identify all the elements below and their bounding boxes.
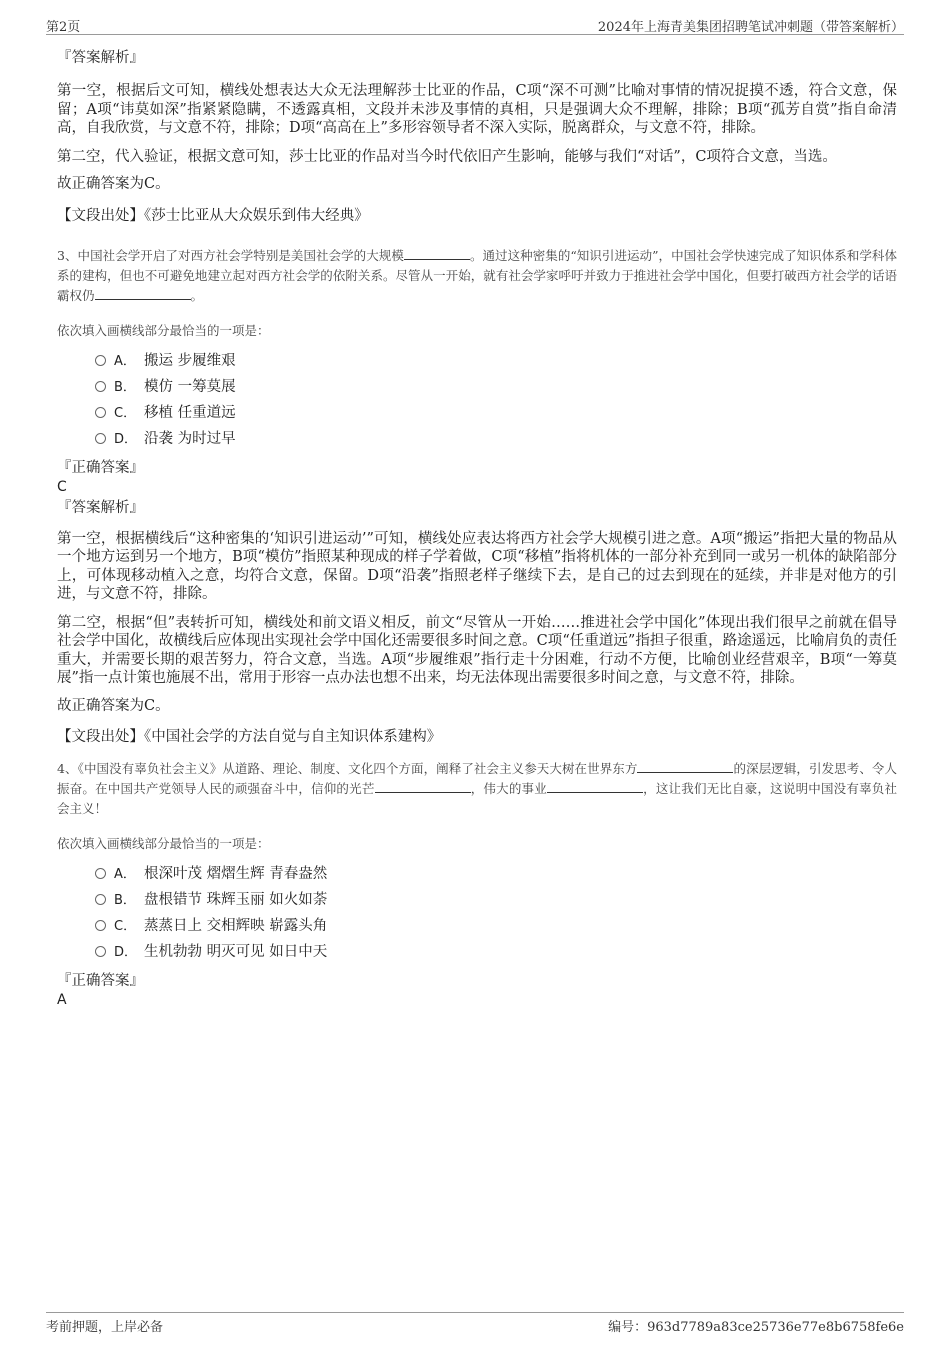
answer-blank — [375, 779, 471, 793]
option-c[interactable]: C． 蒸蒸日上 交相辉映 崭露头角 — [95, 913, 897, 939]
question-prompt: 依次填入画横线部分最恰当的一项是： — [57, 322, 270, 338]
footer-slogan: 考前押题，上岸必备 — [46, 1320, 164, 1335]
option-d[interactable]: D． 沿袭 为时过早 — [95, 426, 897, 452]
answer-blank — [95, 286, 191, 300]
correct-answer-label: 『正确答案』 — [57, 459, 144, 476]
analysis-conclusion: 故正确答案为C。 — [57, 697, 170, 714]
correct-answer: C — [57, 478, 67, 495]
source-citation — [57, 727, 897, 747]
radio-button[interactable] — [95, 381, 106, 392]
radio-button[interactable] — [95, 946, 106, 957]
option-b[interactable]: B． 模仿 一筹莫展 — [95, 374, 897, 400]
analysis-conclusion: 故正确答案为C。 — [57, 176, 170, 192]
correct-answer-label: 『正确答案』 — [57, 973, 144, 989]
question-4-text: 4、《中国没有辜负社会主义》从道路、理论、制度、文化四个方面，阐释了社会主义参天大树在世界东方 的深层逻辑，引发思考、令人振奋。在中国共产党领导人民的顽强奋斗中，信仰的光芒 ，伟大的事业 ，这让我们无比自豪，这说明中国没有辜负社会主义！ — [57, 761, 897, 816]
source-label: 【文段出处】 — [57, 729, 144, 745]
radio-button[interactable] — [95, 920, 106, 931]
correct-answer: A — [57, 992, 67, 1008]
analysis-label: 『答案解析』 — [57, 50, 144, 66]
page-content — [57, 48, 897, 1009]
radio-button[interactable] — [95, 433, 106, 444]
radio-button[interactable] — [95, 868, 106, 879]
option-d[interactable]: D． 生机勃勃 明灭可见 如日中天 — [95, 939, 897, 965]
source-label: 【文段出处】 — [57, 207, 144, 224]
radio-button[interactable] — [95, 355, 106, 366]
radio-button[interactable] — [95, 894, 106, 905]
question-4-options — [57, 861, 897, 965]
option-c[interactable]: C． 移植 任重道远 — [95, 400, 897, 426]
option-a[interactable]: A． 搬运 步履维艰 — [95, 348, 897, 374]
source-citation — [57, 206, 897, 226]
radio-button[interactable] — [95, 407, 106, 418]
analysis-paragraph: 第一空，根据横线后“这种密集的‘知识引进运动’”可知，横线处应表达将西方社会学大规模引进之意。A项“搬运”指把大量的物品从一个地方运到另一个地方，B项“模仿”指照某种现成的样子学着做，C项“移植”指将机体的一部分补充到同一或另一机体的缺陷部分上，可体现移动植入之意，均符合文意，保留。D项“沿袭”指照老样子继续下去，是自己的过去到现在的延续，并非是对他方的引进，与文意不符，排除。 — [57, 530, 897, 602]
question-3-text: 3、中国社会学开启了对西方社会学特别是美国社会学的大规模 。通过这种密集的“知识引进运动”，中国社会学快速完成了知识体系和学科体系的建构，但也不可避免地建立起对西方社会学的依附关系。尽管从一开始，就有社会学家呼吁并致力于推进社会学中国化，但要打破西方社会学的话语霸权仍 。 — [57, 247, 897, 303]
source-title: 《莎士比亚从大众娱乐到伟大经典》 — [144, 207, 369, 224]
analysis-label: 『答案解析』 — [57, 499, 144, 516]
answer-blank — [404, 246, 470, 260]
document-title: 2024年上海青美集团招聘笔试冲刺题（带答案解析） — [597, 20, 904, 35]
source-title: 《中国社会学的方法自觉与自主知识体系建构》 — [144, 729, 442, 745]
question-3-options — [57, 348, 897, 452]
document-code: 编号：963d7789a83ce25736e77e8b6758fe6e — [608, 1320, 904, 1335]
option-a[interactable]: A． 根深叶茂 熠熠生辉 青春盎然 — [95, 861, 897, 887]
answer-blank — [547, 779, 643, 793]
answer-blank — [637, 759, 733, 773]
analysis-paragraph: 第二空，代入验证，根据文意可知，莎士比亚的作品对当今时代依旧产生影响，能够与我们“对话”，C项符合文意，当选。 — [57, 148, 837, 165]
question-prompt: 依次填入画横线部分最恰当的一项是： — [57, 836, 270, 851]
analysis-paragraph: 第二空，根据“但”表转折可知，横线处和前文语义相反，前文“尽管从一开始……推进社会学中国化”体现出我们很早之前就在倡导社会学中国化，故横线后应体现出实现社会学中国化还需要很多时间之意。C项“任重道远”指担子很重，路途遥远，比喻肩负的责任重大，并需要长期的艰苦努力，符合文意，当选。A项“步履维艰”指行走十分困难，行动不方便，比喻创业经营艰辛，B项“一筹莫展”指一点计策也施展不出，常用于形容一点办法也想不出来，均无法体现出需要很多时间之意，与文意不符，排除。 — [57, 614, 897, 686]
page-number: 第2页 — [46, 20, 81, 35]
analysis-paragraph: 第一空，根据后文可知，横线处想表达大众无法理解莎士比亚的作品，C项“深不可测”比喻对事情的情况捉摸不透，符合文意，保留；A项“讳莫如深”指紧紧隐瞒，不透露真相，文段并未涉及事情的真相，只是强调大众不理解，排除；B项“孤芳自赏”指自命清高，自我欣赏，与文意不符，排除；D项“高高在上”多形容领导者不深入实际，脱离群众，与文意不符，排除。 — [57, 83, 897, 136]
page-footer — [46, 1312, 904, 1335]
page-header — [46, 14, 904, 35]
option-b[interactable]: B． 盘根错节 珠辉玉丽 如火如荼 — [95, 887, 897, 913]
